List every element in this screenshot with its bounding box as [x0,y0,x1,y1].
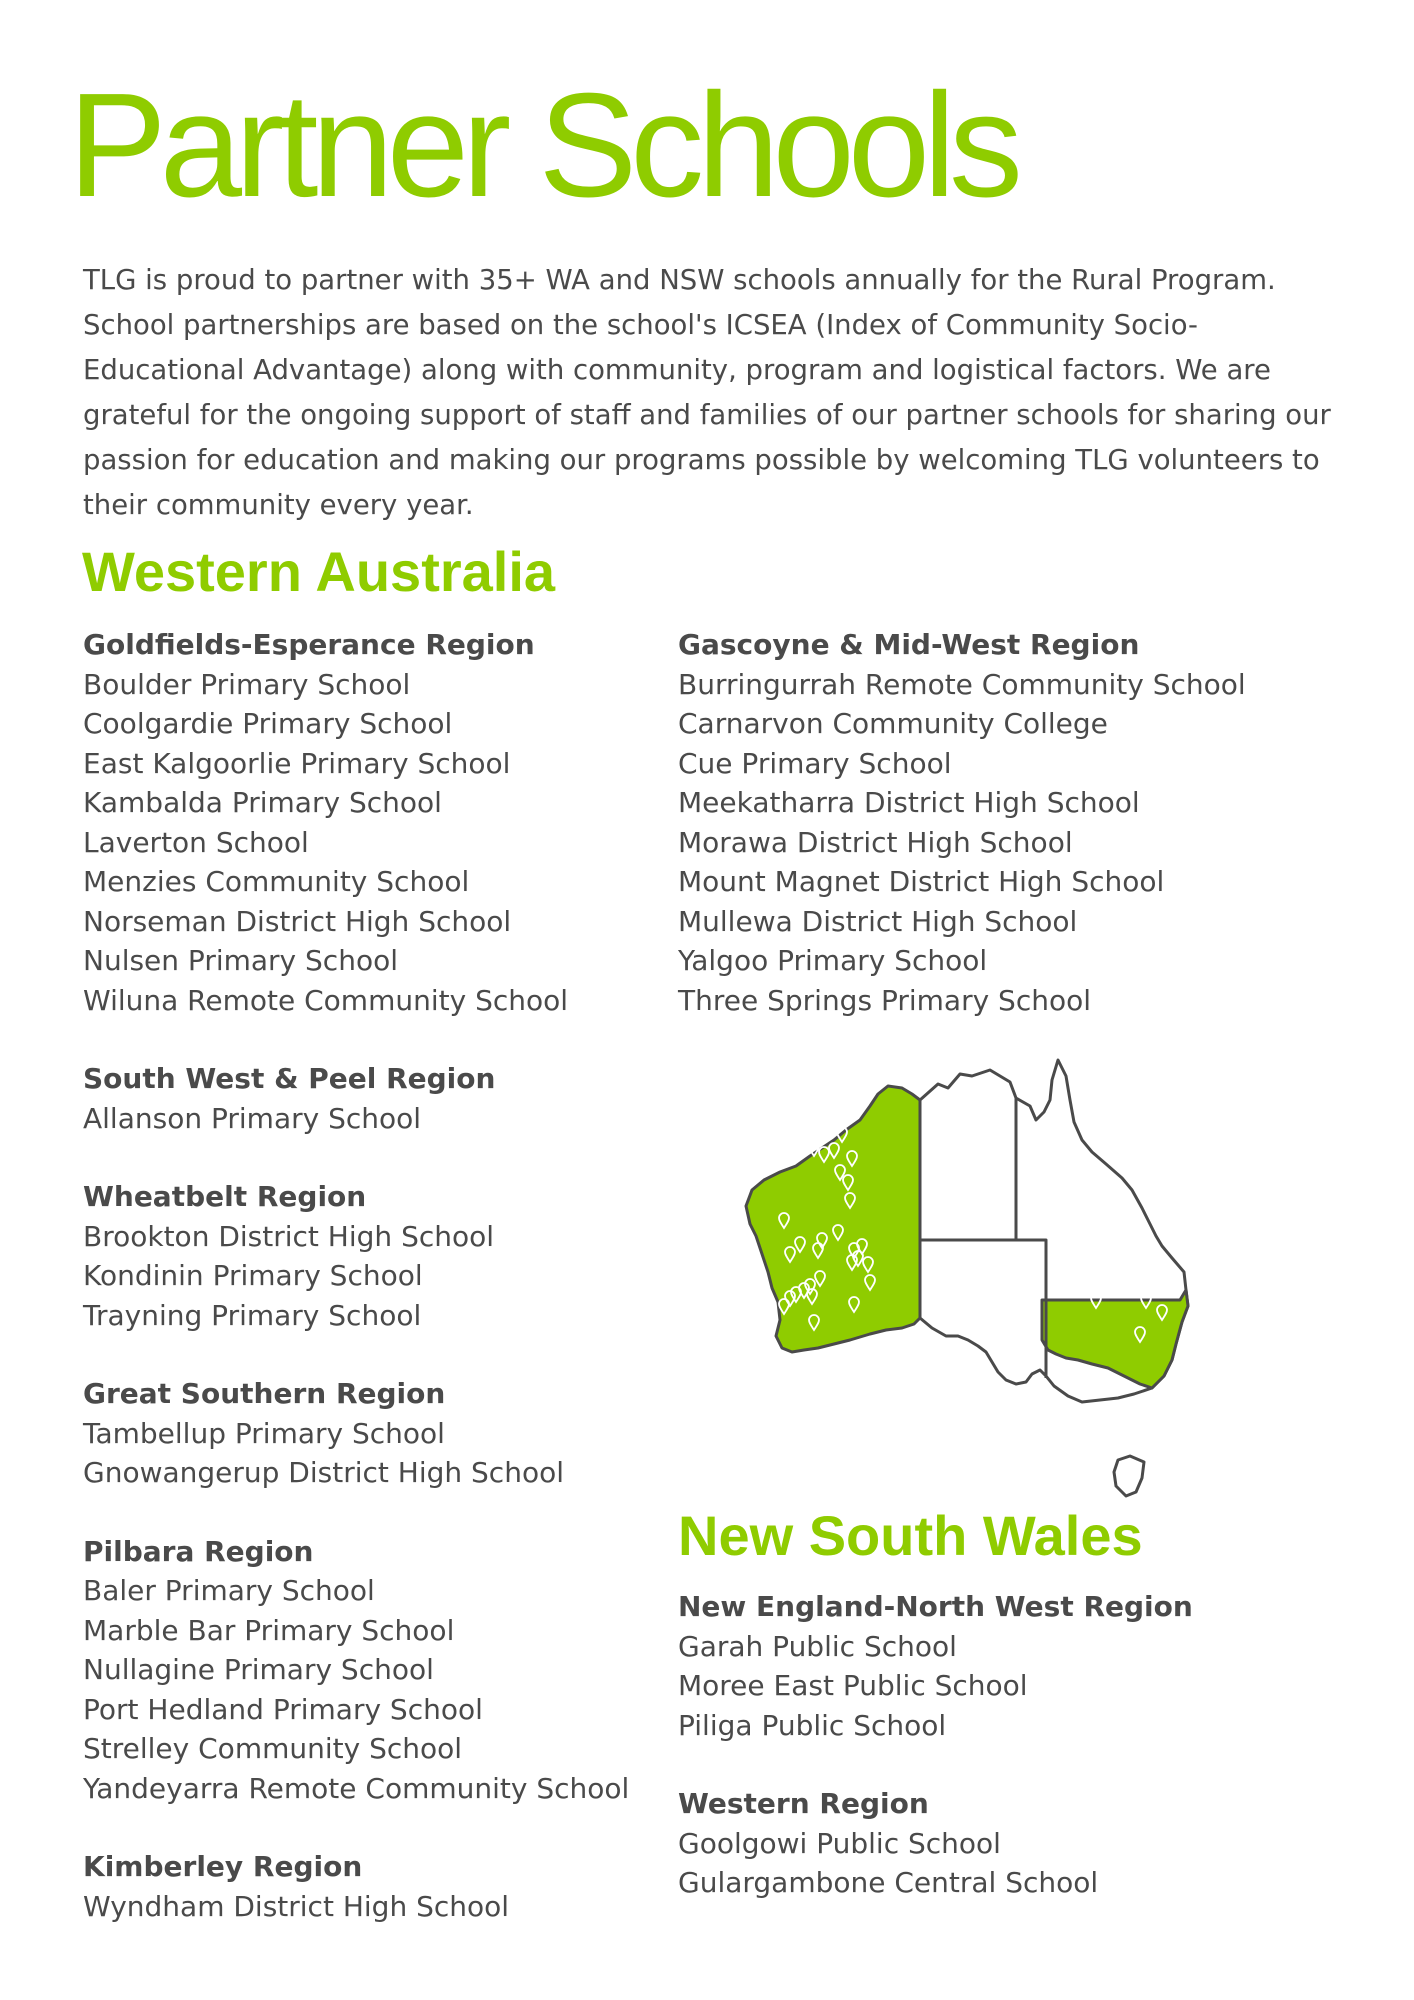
school-name: Nulsen Primary School [83,944,398,977]
region-block [83,1374,683,1493]
school-name: Coolgardie Primary School [83,707,453,740]
region-title: Gascoyne & Mid-West Region [678,628,1140,661]
school-name: Boulder Primary School [83,667,411,701]
wa-left-column [83,625,683,1965]
region-title: New England-North West Region [678,1590,1193,1623]
school-name: Meekatharra District High School [678,786,1140,819]
school-name: Three Springs Primary School [678,983,1091,1017]
region-title: Western Region [678,1787,929,1820]
school-name: Burringurrah Remote Community School [678,667,1246,701]
map-pin-icon [815,1131,825,1146]
school-name: Mullewa District High School [678,904,1078,938]
school-name: Trayning Primary School [83,1298,422,1332]
region-block [83,1847,683,1926]
school-name: Yandeyarra Remote Community School [83,1771,630,1805]
school-name: Menzies Community School [83,865,470,898]
wa-heading: Western Australia [82,540,556,603]
school-name: Morawa District High School [678,825,1073,859]
nsw-heading: New South Wales [678,1504,1143,1567]
australia-map [710,1040,1250,1510]
region-title: Goldfields-Esperance Region [83,628,535,661]
school-name: Kambalda Primary School [83,786,442,819]
school-name: Yalgoo Primary School [678,944,988,977]
page-title: Partner Schools [68,63,1016,228]
school-name: Cue Primary School [678,746,952,780]
school-name: East Kalgoorlie Primary School [83,746,511,780]
school-name: Strelley Community School [83,1732,463,1765]
school-name: Kondinin Primary School [83,1259,423,1292]
region-block [678,625,1278,1020]
region-title: Kimberley Region [83,1850,363,1883]
region-title: Wheatbelt Region [83,1180,367,1213]
school-name: Nullagine Primary School [83,1653,434,1686]
school-name: Wyndham District High School [83,1889,510,1923]
region-title: South West & Peel Region [83,1062,496,1095]
school-name: Allanson Primary School [83,1101,422,1135]
region-block [83,625,683,1020]
wa-right-column [678,625,1278,1059]
school-name: Norseman District High School [83,904,512,938]
region-block [678,1784,1278,1903]
school-name: Brookton District High School [83,1219,495,1253]
school-name: Garah Public School [678,1629,957,1663]
region-title: Pilbara Region [83,1534,314,1568]
region-title: Great Southern Region [83,1377,446,1410]
school-name: Gnowangerup District High School [83,1456,564,1489]
nsw-column [678,1587,1278,1942]
school-name: Goolgowi Public School [678,1826,1001,1860]
region-block [83,1177,683,1335]
school-name: Carnarvon Community College [678,707,1108,740]
school-name: Tambellup Primary School [83,1416,445,1450]
intro-paragraph: TLG is proud to partner with 35+ WA and NSW schools annually for the Rural Program. School partnerships are based on the school's ICSEA (Index of Community Socio-Educational Advantage) along with community, program and logistical factors. We are grateful for the ongoing support of staff and families of our partner schools for sharing our passion for education and making our programs possible by welcoming TLG volunteers to their community every year. [83,264,1331,521]
region-block [83,1059,683,1138]
school-name: Wiluna Remote Community School [83,983,569,1017]
region-block [678,1587,1278,1745]
school-name: Marble Bar Primary School [83,1613,455,1647]
school-name: Port Hedland Primary School [83,1692,483,1726]
school-name: Baler Primary School [83,1574,375,1607]
school-name: Moree East Public School [678,1669,1028,1702]
school-name: Laverton School [83,825,309,859]
region-block [83,1532,683,1809]
school-name: Piliga Public School [678,1708,947,1742]
school-name: Gulargambone Central School [678,1866,1099,1899]
school-name: Mount Magnet District High School [678,865,1165,898]
